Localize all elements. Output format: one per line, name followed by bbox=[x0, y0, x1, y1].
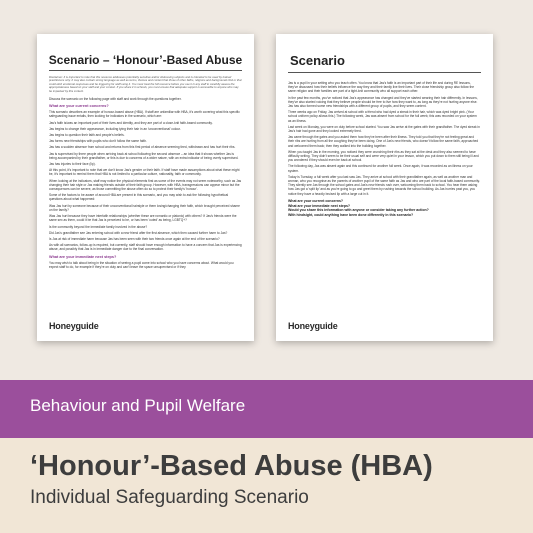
right-paragraph: In the past few months, you've noticed that Jas's appearance has changed and they've started wearing their hair differently. In lessons, they've also started voicing that they believe people should be free to live how they want to, as long as they're not hurting anyone else. Jas has also formed some new friendships with a different group of pupils, and they seem content. bbox=[288, 95, 478, 109]
right-paragraph: When you taught Jas in the morning, you noticed they were crunching their ribs as they sat at the desk and they also seemed to have difficulty writing. They didn't seem to be their usual self and were very quiet in your lesson, which you put down to them still being ill and you wondered if they should even be back at school. bbox=[288, 149, 479, 163]
right-honeyguide-logo: Honeyguide bbox=[288, 321, 338, 331]
category-label: Behaviour and Pupil Welfare bbox=[30, 396, 246, 415]
left-honeyguide-logo: Honeyguide bbox=[49, 321, 99, 331]
left-closing-paragraph: You may wish to talk about being in the situation of seeing a pupil come into school who you have concerns about. What would you expect staff to do, for example if they're on duty and can't leave the space unsupervised or if they bbox=[49, 260, 234, 269]
left-intro: Discuss the scenario on the following page with staff and work through the questions together. bbox=[49, 97, 182, 102]
question-item: With hindsight, could anything have been done differently in this scenario? bbox=[288, 213, 414, 218]
product-title: ‘Honour’-Based Abuse (HBA) bbox=[30, 450, 433, 482]
left-title-divider bbox=[49, 70, 242, 71]
left-paragraph: Jas begins to question their faith and people's beliefs. bbox=[49, 133, 125, 138]
left-heading-concerns: What are your current concerns? bbox=[49, 104, 109, 109]
left-paragraph: Was Jas hurt by someone because of their unconventional hairstyle or them losing/changing their faith, which brought perceived shame on the family? bbox=[49, 203, 240, 212]
product-subtitle: Individual Safeguarding Scenario bbox=[30, 487, 309, 508]
left-paragraph: As with all scenarios, follow-up is required, but currently, staff should have enough information to have a concern that Jas is experiencing abuse, and possibly that Jas is in immediate danger due to the final conversation. bbox=[49, 243, 242, 252]
question-item: Would you share this information with anyone or consider taking any further action? bbox=[288, 208, 429, 213]
right-paragraph: Jas came through the gates and you asked them how they've been after their illness. They told you that they're not feeling great and their ribs are hurting from all the coughing they've been doing. One of Jas's new friends, who doesn't follow the same faith, approached and welcomed them back; then they walked into the building together. bbox=[288, 135, 479, 148]
right-questions bbox=[288, 199, 481, 218]
left-paragraph: Is the community beyond the immediate family involved in the abuse? bbox=[49, 224, 148, 229]
left-paragraph: At this point, it's important to note that we don't know Jas's gender or their faith. If staff have made assumptions about what these might be, it's important to remind them that HBA is not limited to a particular culture, nationality, faith or community. bbox=[49, 168, 240, 177]
right-paragraph: Jas is a pupil in your setting who you teach often. You know that Jas's faith is an important part of their life and during RE lessons, they've discussed how their beliefs influence the way they and their family live their lives. Their close friendship group also follow the same religion and their families are part of a tight-knit community who all support each other. bbox=[288, 81, 475, 94]
left-disclaimer: Disclaimer: It is important to note that this resource addresses potentially sensitive and/or distressing subjects and is intended to be used by trained practitioners only. It may also contain strong language as well as terms, themes and content that those of other faiths, religions and backgrounds find or that could elicit emotional responses and be triggering for staff using it. You must treat the full resource before you use it in any staff to carefully assess the appropriateness based on your staff and your context. If you share it in schools, you must ensure that adequate support is accessible to anyone who may be impacted by this content. bbox=[49, 75, 242, 93]
right-title-divider bbox=[288, 72, 481, 73]
left-paragraph: Jas begins to change their appearance, including tying their hair in an 'unconventional' colour. bbox=[49, 126, 181, 131]
right-page-title: Scenario bbox=[290, 53, 345, 68]
left-paragraph: Jas has a sudden absence from school and returns from this first period of absence seeming tired, withdrawn and has hurt their ribs. bbox=[49, 145, 236, 150]
right-paragraph: Today is Tuesday, a full week after you last saw Jas. They arrive at school with their grandfather again, as well as another man and woman, who you recognise as the parents of another pupil of the same faith as Jas and who are part of the local faith-based community. They silently see Jas through the school gates and Jas's new friends rush over, welcoming them back to school. You hear them asking how Jas got a 'split lip' and as you're going to go and greet them by rushing towards the school building. As Jas hurries past you, you notice they have a heavily bruised lip with a large cut in it. bbox=[288, 174, 480, 196]
left-paragraph: Some of the factors to be aware of around HBA are present in this scenario, and you may wish to ask the following hypothetical questions about what happened: bbox=[49, 193, 229, 202]
left-page-title: Scenario – ‘Honour’-Based Abuse bbox=[48, 53, 243, 67]
category-banner bbox=[0, 380, 533, 438]
left-preview-page bbox=[37, 34, 254, 341]
right-preview-page bbox=[276, 34, 493, 341]
left-page-body bbox=[49, 97, 242, 269]
left-paragraph: Jas has injuries to their face (lip). bbox=[49, 162, 96, 167]
right-page-body bbox=[288, 81, 481, 218]
left-heading-next-steps: What are your immediate next steps? bbox=[49, 254, 117, 259]
left-paragraph: Was Jas hurt because they have interfaith relationships (whether these are romantic or platonic) with others? If Jas's friends were the same sex as them, could it be that Jas is perceived to be, or has been 'outed' as being, LGBTQ+? bbox=[49, 214, 237, 223]
left-paragraph: Did Jas's grandfather see Jas entering school with a new friend after the first absence, which then caused further harm to Jas? bbox=[49, 230, 228, 235]
left-paragraph: Jas's faith is/was an important part of their lives and identity, and they are part of a close-knit faith-based community. bbox=[49, 120, 213, 125]
right-paragraph: The following day, Jas was absent again and this continued for another full week. Once again, it was recorded as an illness on your system. bbox=[288, 164, 473, 173]
left-paragraph: Is Jas at risk of immediate harm because Jas has been seen with their two friends once again at the end of the scenario? bbox=[49, 236, 220, 241]
left-paragraph: When looking at the indicators, staff may notice the physical elements first as some of the events may not seem noteworthy, such as Jas changing their hair style or Jas making friends outside of their faith group. However, with HBA, transgressions can appear minor but the consequences can be severe, as those committing the abuse often do so to protect their family's 'honour'. bbox=[49, 178, 242, 192]
question-item: What are your immediate next steps? bbox=[288, 203, 351, 208]
right-paragraph: Three weeks ago on Friday, Jas arrived at school with a friend who had dyed a streak in their hair, which was dyed bright pink. (Your school uniform policy allows this.) The following week, Jas was absent from school for the full week; this was recorded on your system as an illness. bbox=[288, 110, 477, 123]
left-paragraph: Jas is supervised by three people when arriving back at school following the second absence – an idea that it shows whether Jas is being accompanied by their grandfather, or this is due to concerns of a wider nature, with an extra indicator of being overly supervised. bbox=[49, 151, 239, 160]
right-paragraph: Last week on Monday, you were on duty before school started. You saw Jas arrive at the gates with their grandfather. The dyed streak in Jas's hair had gone and they looked extremely tired. bbox=[288, 124, 480, 134]
left-paragraph: This scenario describes an example of honour-based abuse (HBA). If staff are unfamiliar with HBA, it's worth covering what this specific safeguarding issue entails, then looking for indicators in the scenario, which are: bbox=[49, 110, 240, 119]
question-item: What are your current concerns? bbox=[288, 198, 344, 203]
left-paragraph: Jas forms new friendships with pupils who don't follow the same faith. bbox=[49, 139, 147, 144]
